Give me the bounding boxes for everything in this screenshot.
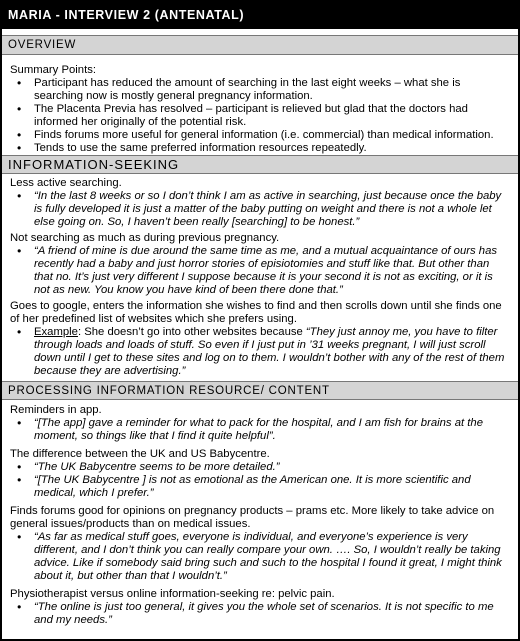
quote: • “In the last 8 weeks or so I don’t think I am as active in searching, just because once the baby is fully developed it is just a matter of the baby putting on weight and there is not a whole let else going on. So, I haven’t been really [searching] to be honest.” [15,190,510,229]
summary-point: • Tends to use the same preferred information resources repeatedly. [15,142,510,155]
summary-points-list [10,77,510,155]
quote-list [10,190,510,229]
quote: • “The UK Babycentre seems to be more detailed.” [15,461,510,474]
processing-section [2,404,518,627]
quote-list [10,531,510,583]
quote-list [10,417,510,443]
quote-list [10,601,510,627]
example-list [10,326,510,378]
quote: • “The online is just too general, it gives you the whole set of scenarios. It is not specific to me and my needs.” [15,601,510,627]
overview-section [2,55,518,155]
finding-text: Reminders in app. [10,404,102,416]
example-quote: “They just annoy me, you have to filter through loads and loads of stuff. So even if I just put in ’31 weeks pregnant, I will just scroll down until I get to these sites and log on to them. I wouldn’t bother with any of the rest of them because they are advertising.” [34,326,505,377]
finding-text: Less active searching. [10,177,122,189]
section-heading-overview: OVERVIEW [2,35,518,55]
quote-list [10,245,510,297]
summary-point: • Participant has reduced the amount of searching in the last eight weeks – what she is searching now is mostly general pregnancy information. [15,77,510,103]
quote: • “A friend of mine is due around the same time as me, and a mutual acquaintance of ours has recently had a baby and just horror stories of episiotomies and stuff like that. But other than that no. It’s just very different I suppose because it is your second it is not as exciting, or it is not as new. You know you have kind of been there done that.” [15,245,510,297]
document-title: MARIA - INTERVIEW 2 (ANTENATAL) [2,2,518,29]
finding-text: Physiotherapist versus online information-seeking re: pelvic pain. [10,588,335,600]
finding-text: Goes to google, enters the information she wishes to find and then scrolls down until she finds one of her predefined list of websites which she prefers using. [10,300,502,325]
section-heading-processing: PROCESSING INFORMATION RESOURCE/ CONTENT [2,381,518,400]
finding-text: The difference between the UK and US Babycentre. [10,448,270,460]
example-label: Example [34,326,78,338]
summary-point: • Finds forums more useful for general information (i.e. commercial) than medical information. [15,129,510,142]
example-text: : She doesn’t go into other websites because [77,326,306,338]
finding-text: Finds forums good for opinions on pregnancy products – prams etc. More likely to take advice on general issues/products than on medical issues. [10,505,495,530]
quote: • “[The app] gave a reminder for what to pack for the hospital, and I am fish for brains at the moment, so things like that I find it quite helpful”. [15,417,510,443]
summary-point: • The Placenta Previa has resolved – participant is relieved but glad that the doctors had informed her originally of the potential risk. [15,103,510,129]
quote: • “[The UK Babycentre ] is not as emotional as the American one. It is more scientific and medical, which I prefer.” [15,474,510,500]
information-seeking-section [2,177,518,378]
section-heading-information-seeking: INFORMATION-SEEKING [2,155,518,174]
quote-list [10,461,510,500]
quote: • “As far as medical stuff goes, everyone is individual, and everyone’s experience is very different, and I don’t think you can really compare your own. …. So, I wouldn’t really be taking advice. Like if somebody said bring such and such to the hospital I found it great, I might think about it, but other than that I wouldn’t.” [15,531,510,583]
summary-intro: Summary Points: [10,64,97,76]
finding-text: Not searching as much as during previous pregnancy. [10,232,280,244]
example-item [15,326,510,378]
